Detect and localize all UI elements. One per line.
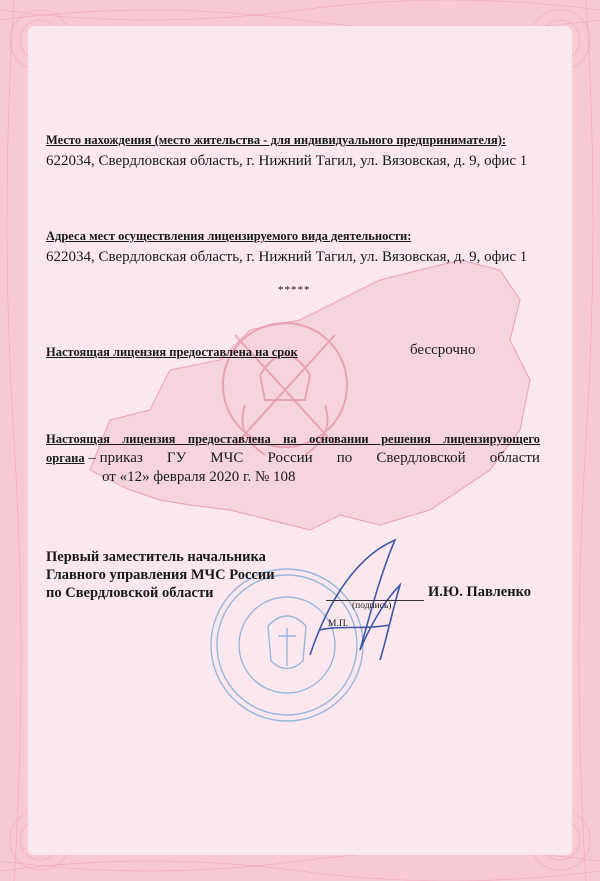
activity-address-block <box>46 226 540 268</box>
basis-label-line1: Настоящая лицензия предоставлена на основании решения лицензирующего <box>46 432 540 446</box>
signatory-title-line: Главного управления МЧС России <box>46 567 275 583</box>
basis-label-line2: органа <box>46 451 85 465</box>
basis-order-line <box>46 449 540 468</box>
order-word-3: России <box>267 450 313 466</box>
basis-dash: – <box>88 450 96 466</box>
address-block <box>46 130 540 172</box>
signatory-title <box>46 548 275 602</box>
order-word-0: приказ <box>99 450 143 466</box>
signatory-name: И.Ю. Павленко <box>428 584 531 600</box>
activity-address-value: 622034, Свердловская область, г. Нижний Тагил, ул. Вязовская, д. 9, офис 1 <box>46 249 528 265</box>
signature-caption: (подпись) <box>352 601 392 611</box>
basis-date-line: от «12» февраля 2020 г. № 108 <box>102 469 296 485</box>
order-word-6: области <box>489 450 540 466</box>
stamp-caption: М.П. <box>328 619 349 629</box>
separator-stars: ***** <box>278 284 311 296</box>
order-word-1: ГУ <box>166 450 187 466</box>
address-label: Место нахождения (место жительства - для индивидуального предпринимателя): <box>46 133 507 147</box>
signatory-title-line: по Свердловской области <box>46 585 214 601</box>
order-word-4: по <box>336 450 353 466</box>
term-label: Настоящая лицензия предоставлена на срок <box>46 345 298 359</box>
signatory-title-line: Первый заместитель начальника <box>46 549 266 565</box>
order-word-5: Свердловской <box>376 450 466 466</box>
address-value: 622034, Свердловская область, г. Нижний Тагил, ул. Вязовская, д. 9, офис 1 <box>46 153 528 169</box>
order-word-2: МЧС <box>210 450 244 466</box>
basis-block <box>46 430 540 487</box>
activity-address-label: Адреса мест осуществления лицензируемого вида деятельности: <box>46 229 412 243</box>
term-value: бессрочно <box>410 342 476 358</box>
